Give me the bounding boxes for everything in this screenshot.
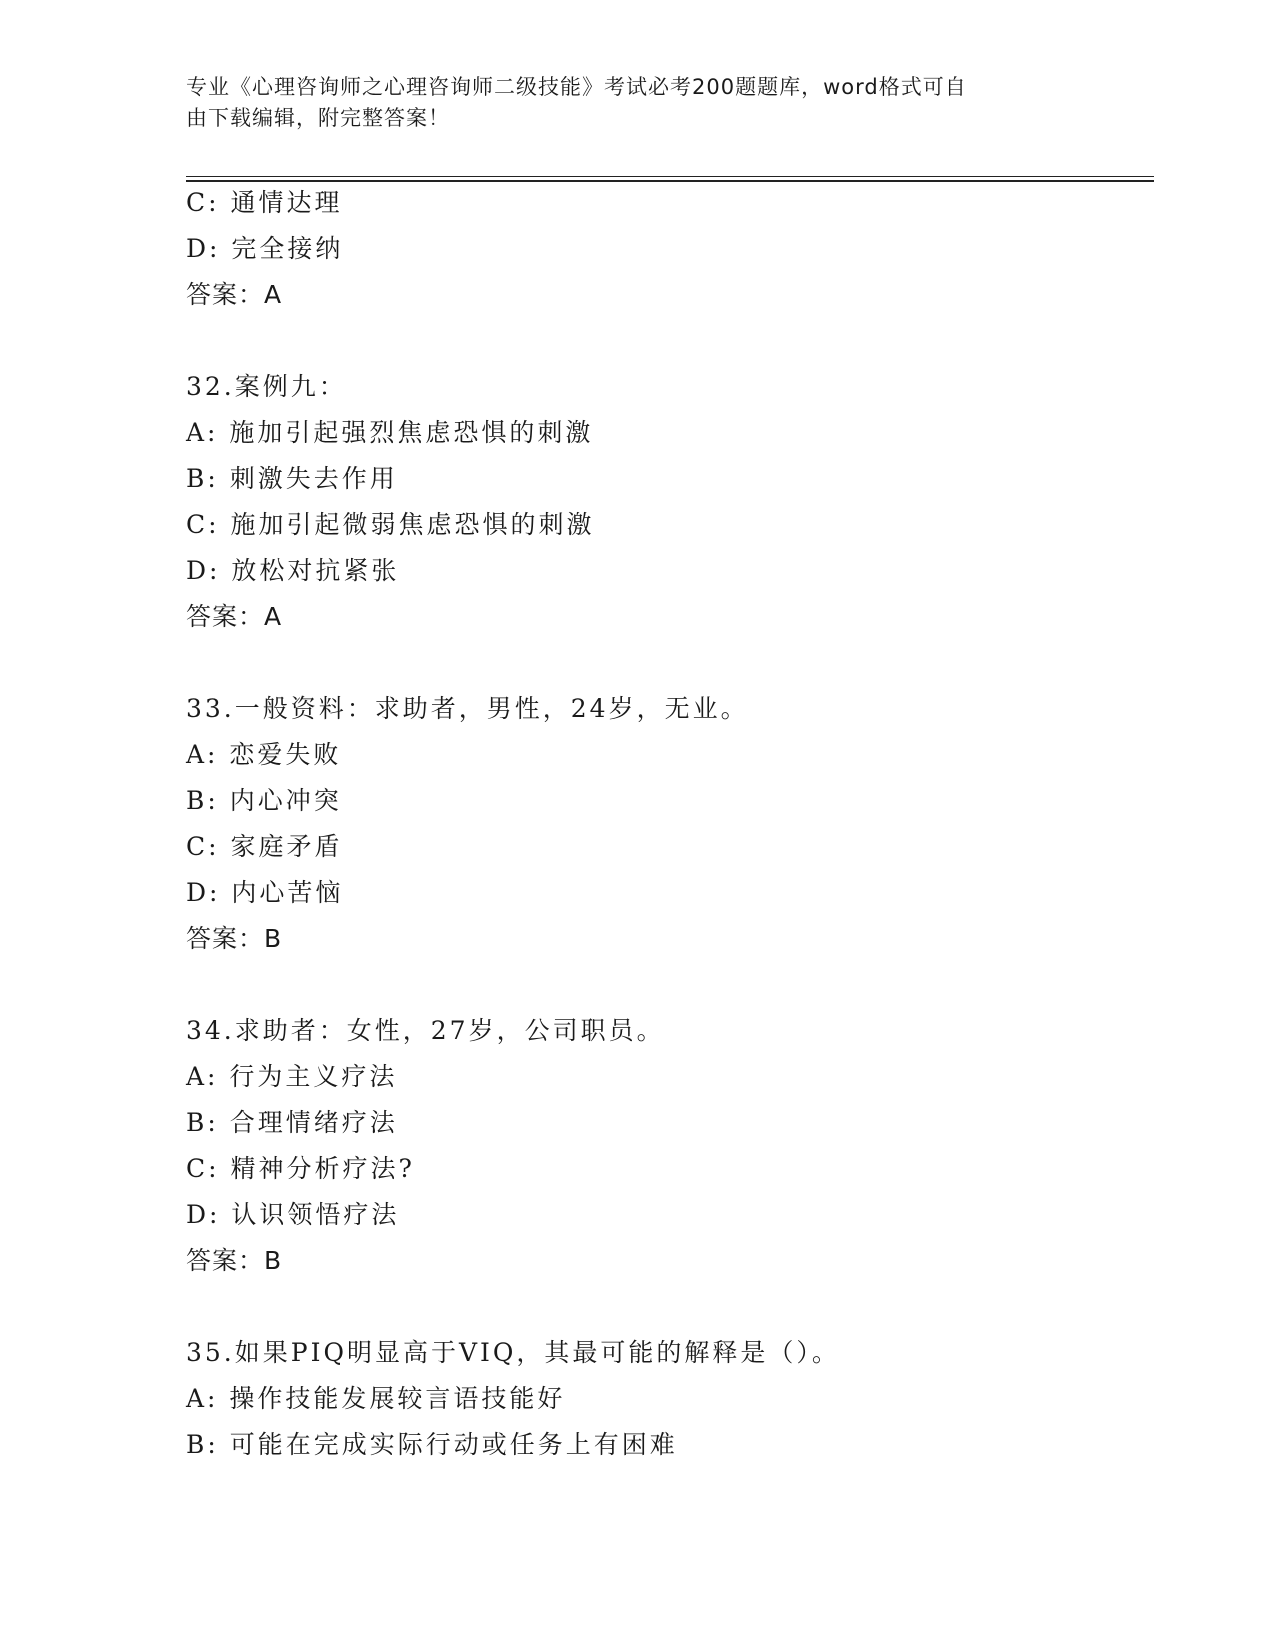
- answer-line: 答案：B: [186, 924, 283, 953]
- option-b: B: 刺激失去作用: [186, 464, 398, 493]
- answer-line: 答案：B: [186, 1246, 283, 1275]
- option-c: C: 通情达理: [186, 188, 343, 217]
- option-d: D: 放松对抗紧张: [186, 556, 400, 585]
- option-a: A: 行为主义疗法: [186, 1062, 398, 1091]
- question-fragment: [186, 188, 1146, 326]
- option-d: D: 内心苦恼: [186, 878, 344, 907]
- option-a: A: 操作技能发展较言语技能好: [186, 1384, 566, 1413]
- option-b: B: 可能在完成实际行动或任务上有困难: [186, 1430, 678, 1459]
- option-d: D: 认识领悟疗法: [186, 1200, 400, 1229]
- option-c: C: 施加引起微弱焦虑恐惧的刺激: [186, 510, 595, 539]
- header-divider-thick: [186, 180, 1154, 182]
- option-c: C: 家庭矛盾: [186, 832, 343, 861]
- question-stem: 32.案例九：: [186, 372, 347, 401]
- question-list: [186, 188, 1146, 1476]
- option-d: D: 完全接纳: [186, 234, 344, 263]
- header-intro-line-2: 由下载编辑，附完整答案！: [186, 106, 450, 130]
- question-33: [186, 694, 1146, 970]
- header-intro-line-1: 专业《心理咨询师之心理咨询师二级技能》考试必考200题题库，word格式可自: [186, 75, 967, 99]
- question-stem: 33.一般资料：求助者，男性，24岁，无业。: [186, 694, 749, 723]
- option-b: B: 合理情绪疗法: [186, 1108, 398, 1137]
- question-35: [186, 1338, 1146, 1476]
- option-b: B: 内心冲突: [186, 786, 342, 815]
- question-34: [186, 1016, 1146, 1292]
- answer-line: 答案：A: [186, 280, 283, 309]
- option-c: C: 精神分析疗法?: [186, 1154, 415, 1183]
- option-a: A: 恋爱失败: [186, 740, 342, 769]
- question-stem: 35.如果PIQ明显高于VIQ，其最可能的解释是（）。: [186, 1338, 840, 1367]
- question-stem: 34.求助者：女性，27岁，公司职员。: [186, 1016, 665, 1045]
- option-a: A: 施加引起强烈焦虑恐惧的刺激: [186, 418, 594, 447]
- header-divider-thin: [186, 176, 1154, 177]
- answer-line: 答案：A: [186, 602, 283, 631]
- question-32: [186, 372, 1146, 648]
- document-header: [186, 72, 1066, 134]
